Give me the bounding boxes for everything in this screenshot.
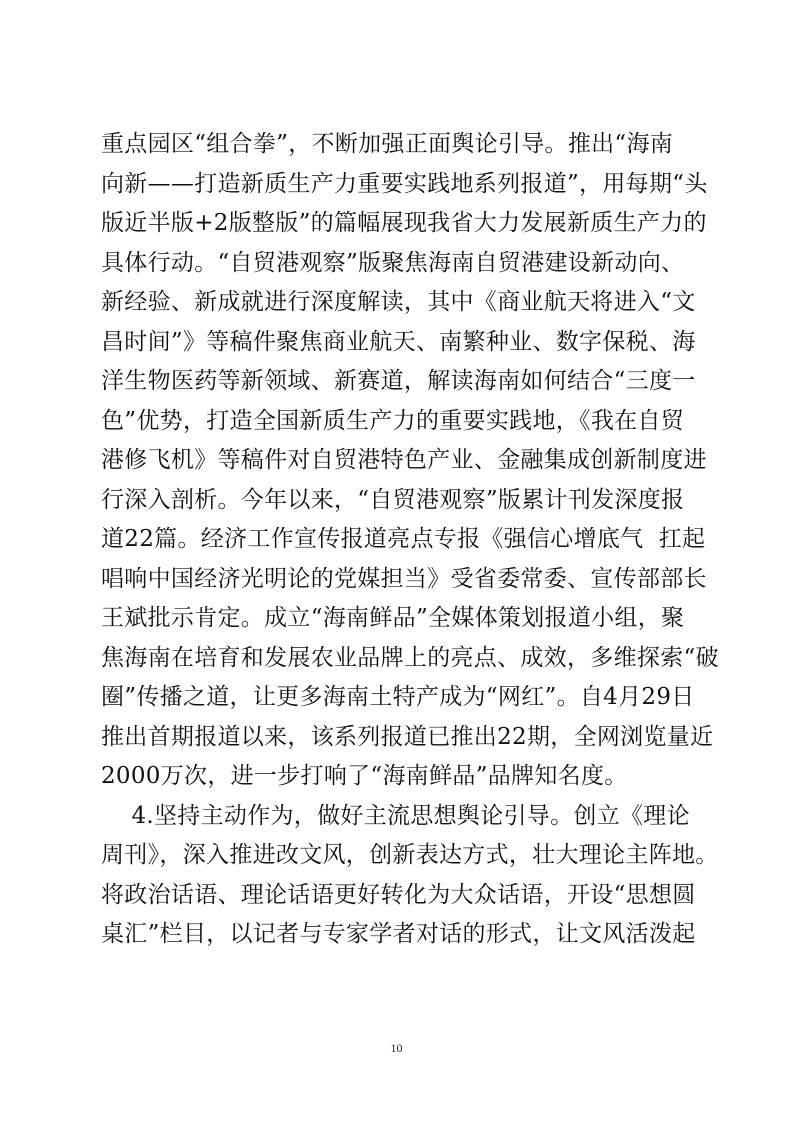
text-line-8: 色”优势，打造全国新质生产力的重要实践地，《我在自贸 bbox=[101, 407, 685, 434]
text-line-11: 道22篇。经济工作宣传报道亮点专报《强信心增底气 扛起 bbox=[101, 526, 706, 552]
text-line-4: 具体行动。“自贸港观察”版聚焦海南自贸港建设新动向、 bbox=[101, 249, 685, 276]
text-line-16: 推出首期报道以来，该系列报道已推出22期，全网浏览量近 bbox=[101, 723, 714, 750]
text-line-12: 唱响中国经济光明论的党媒担当》受省委常委、宣传部部长 bbox=[101, 565, 707, 592]
text-line-18: 4.坚持主动作为，做好主流思想舆论引导。创立《理论 bbox=[101, 802, 690, 829]
text-line-1: 重点园区“组合拳”，不断加强正面舆论引导。推出“海南 bbox=[101, 131, 674, 157]
text-line-3: 版近半版+2版整版”的篇幅展现我省大力发展新质生产力的 bbox=[101, 210, 707, 236]
text-line-13: 王斌批示肯定。成立“海南鲜品”全媒体策划报道小组，聚 bbox=[101, 605, 685, 631]
text-line-9: 港修飞机》等稿件对自贸港特色产业、金融集成创新制度进 bbox=[101, 447, 707, 473]
text-line-2: 向新——打造新质生产力重要实践地系列报道”，用每期“头 bbox=[101, 170, 708, 197]
document-body bbox=[101, 125, 719, 955]
text-line-20: 将政治话语、理论话语更好转化为大众话语，开设“思想圆 bbox=[101, 881, 696, 908]
page-number: 10 bbox=[390, 1041, 403, 1055]
text-line-14: 焦海南在培育和发展农业品牌上的亮点、成效，多维探索“破 bbox=[101, 644, 719, 671]
text-line-19: 周刊》，深入推进改文风，创新表达方式，壮大理论主阵地。 bbox=[101, 842, 719, 868]
text-line-6: 昌时间”》等稿件聚焦商业航天、南繁种业、数字保税、海 bbox=[101, 328, 696, 355]
text-line-21: 桌汇”栏目，以记者与专家学者对话的形式，让文风活泼起 bbox=[101, 921, 696, 947]
text-line-15: 圈”传播之道，让更多海南土特产成为“网红”。自4月29日 bbox=[101, 684, 695, 710]
text-line-10: 行深入剖析。今年以来，“自贸港观察”版累计刊发深度报 bbox=[101, 486, 685, 513]
text-line-17: 2000万次，进一步打响了“海南鲜品”品牌知名度。 bbox=[101, 763, 628, 789]
text-line-7: 洋生物医药等新领域、新赛道，解读海南如何结合“三度一 bbox=[101, 368, 696, 394]
text-line-5: 新经验、新成就进行深度解读，其中《商业航天将进入“文 bbox=[101, 289, 696, 315]
